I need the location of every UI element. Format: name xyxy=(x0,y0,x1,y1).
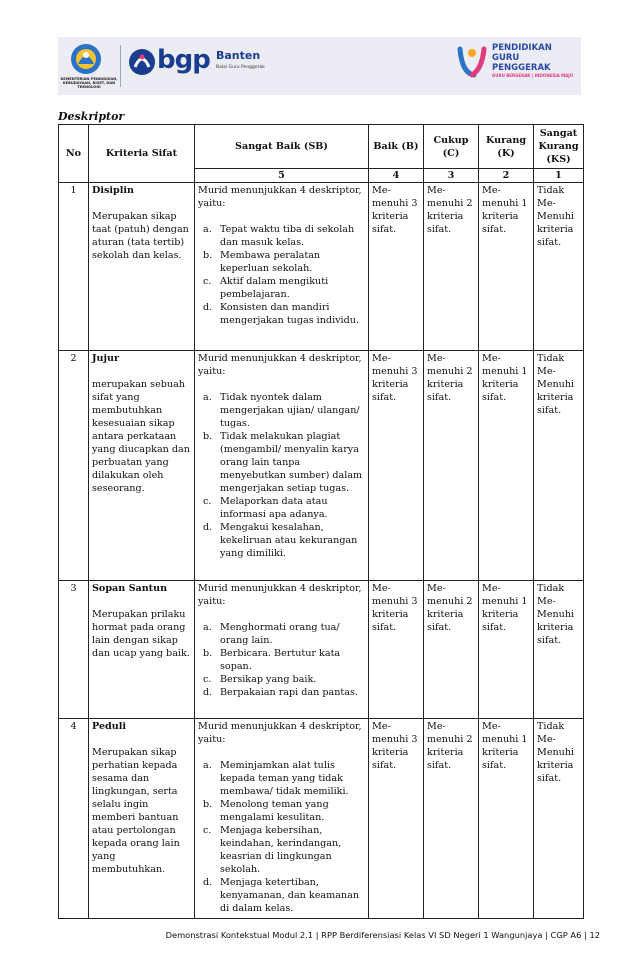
score-cell-b: Me-menuhi 3 kriteria sifat. xyxy=(369,351,424,581)
descriptor-item xyxy=(198,249,365,275)
descriptor-text: Menjaga kebersihan, keindahan, kerindangan, keasrian di lingkungan sekolah. xyxy=(220,825,342,875)
header-k: Kurang (K) xyxy=(479,125,534,169)
descriptor-list xyxy=(198,621,365,699)
score-cell-c: Me-menuhi 2 kriteria sifat. xyxy=(424,581,479,719)
criteria-description: Merupakan sikap perhatian kepada sesama dan lingkungan, serta selalu ingin memberi bantuan atau pertolongan kepada orang lain yang membutuhkan. xyxy=(92,747,180,875)
score-cell-k: Me-menuhi 1 kriteria sifat. xyxy=(479,719,534,919)
descriptor-marker: b. xyxy=(203,648,213,659)
criteria-name: Disiplin xyxy=(92,185,134,196)
descriptor-intro: Murid menunjukkan 4 deskriptor, yaitu: xyxy=(198,353,362,377)
score-cell-ks: Tidak Me-Menuhi kriteria sifat. xyxy=(534,719,584,919)
descriptor-intro: Murid menunjukkan 4 deskriptor, yaitu: xyxy=(198,721,362,745)
descriptor-item xyxy=(198,876,365,915)
header-ks: Sangat Kurang (KS) xyxy=(534,125,584,169)
descriptor-list xyxy=(198,759,365,915)
descriptor-item xyxy=(198,521,365,560)
descriptor-text: Menghormati orang tua/ orang lain. xyxy=(220,622,340,646)
score-cell-k: Me-menuhi 1 kriteria sifat. xyxy=(479,183,534,351)
descriptor-marker: b. xyxy=(203,799,213,810)
score-sb: 5 xyxy=(195,169,369,183)
descriptor-item xyxy=(198,430,365,495)
descriptor-text: Aktif dalam mengikuti pembelajaran. xyxy=(220,276,329,300)
logo-divider xyxy=(120,45,121,87)
bgp-region: Banten xyxy=(216,49,261,62)
score-cell-ks: Tidak Me-Menuhi kriteria sifat. xyxy=(534,183,584,351)
row-number: 1 xyxy=(59,183,89,351)
descriptor-marker: d. xyxy=(203,302,213,313)
score-cell-ks: Tidak Me-Menuhi kriteria sifat. xyxy=(534,581,584,719)
descriptor-list xyxy=(198,223,365,327)
descriptor-item xyxy=(198,223,365,249)
pgp-tagline: GURU BERGERAK | INDONESIA MAJU xyxy=(492,73,573,78)
criteria-name: Jujur xyxy=(92,353,120,364)
criteria-name: Peduli xyxy=(92,721,127,732)
criteria-description: merupakan sebuah sifat yang membutuhkan kesesuaian sikap antara perkataan yang diucapkan dan perbuatan yang dilakukan oleh seseorang. xyxy=(92,379,190,494)
score-c: 3 xyxy=(424,169,479,183)
descriptor-marker: c. xyxy=(203,825,212,836)
descriptor-intro: Murid menunjukkan 4 deskriptor, yaitu: xyxy=(198,583,362,607)
sangat-baik-cell xyxy=(195,581,369,719)
descriptor-marker: c. xyxy=(203,496,212,507)
header-b: Baik (B) xyxy=(369,125,424,169)
descriptor-marker: c. xyxy=(203,674,212,685)
table-row xyxy=(59,351,584,581)
descriptor-item xyxy=(198,647,365,673)
descriptor-text: Berpakaian rapi dan pantas. xyxy=(220,687,358,698)
descriptor-text: Menjaga ketertiban, kenyamanan, dan keamanan di dalam kelas. xyxy=(220,877,359,914)
descriptor-text: Tidak melakukan plagiat (mengambil/ menyalin karya orang lain tanpa menyebutkan sumber) dalam mengerjakan setiap tugas. xyxy=(220,431,363,494)
descriptor-marker: a. xyxy=(203,392,212,403)
row-number: 3 xyxy=(59,581,89,719)
bgp-subtitle: Balai Guru Penggerak xyxy=(216,65,265,70)
score-cell-k: Me-menuhi 1 kriteria sifat. xyxy=(479,351,534,581)
descriptor-item xyxy=(198,391,365,430)
descriptor-marker: b. xyxy=(203,431,213,442)
descriptor-text: Tepat waktu tiba di sekolah dan masuk kelas. xyxy=(220,224,355,248)
section-heading: Deskriptor xyxy=(58,110,125,123)
descriptor-item xyxy=(198,621,365,647)
descriptor-text: Mengakui kesalahan, kekeliruan atau kekurangan yang dimiliki. xyxy=(220,522,358,559)
score-cell-b: Me-menuhi 3 kriteria sifat. xyxy=(369,183,424,351)
score-cell-k: Me-menuhi 1 kriteria sifat. xyxy=(479,581,534,719)
score-cell-c: Me-menuhi 2 kriteria sifat. xyxy=(424,719,479,919)
pgp-line-2: GURU xyxy=(492,53,520,63)
criteria-cell xyxy=(89,581,195,719)
descriptor-text: Meminjamkan alat tulis kepada teman yang tidak membawa/ tidak memiliki. xyxy=(220,760,349,797)
pgp-line-3: PENGGERAK xyxy=(492,63,551,73)
descriptor-text: Menolong teman yang mengalami kesulitan. xyxy=(220,799,329,823)
descriptor-text: Berbicara. Bertutur kata sopan. xyxy=(220,648,341,672)
table-row xyxy=(59,183,584,351)
score-cell-b: Me-menuhi 3 kriteria sifat. xyxy=(369,719,424,919)
score-cell-c: Me-menuhi 2 kriteria sifat. xyxy=(424,183,479,351)
sangat-baik-cell xyxy=(195,351,369,581)
descriptor-item xyxy=(198,673,365,686)
descriptor-item xyxy=(198,275,365,301)
descriptor-list xyxy=(198,391,365,560)
pgp-line-1: PENDIDIKAN xyxy=(492,43,552,53)
score-cell-ks: Tidak Me-Menuhi kriteria sifat. xyxy=(534,351,584,581)
guru-penggerak-logo-icon xyxy=(456,43,488,79)
criteria-name: Sopan Santun xyxy=(92,583,168,594)
header-banner xyxy=(58,37,581,95)
header-no: No xyxy=(59,125,89,183)
descriptor-text: Tidak nyontek dalam mengerjakan ujian/ ulangan/ tugas. xyxy=(220,392,360,429)
sangat-baik-cell xyxy=(195,719,369,919)
bgp-wordmark: bgp xyxy=(157,45,210,75)
descriptor-text: Konsisten dan mandiri mengerjakan tugas individu. xyxy=(220,302,359,326)
table-row xyxy=(59,581,584,719)
descriptor-item xyxy=(198,686,365,699)
descriptor-marker: a. xyxy=(203,622,212,633)
criteria-cell xyxy=(89,351,195,581)
descriptor-item xyxy=(198,759,365,798)
header-kriteria: Kriteria Sifat xyxy=(89,125,195,183)
descriptor-table xyxy=(58,124,584,919)
header-sb: Sangat Baik (SB) xyxy=(195,125,369,169)
score-ks: 1 xyxy=(534,169,584,183)
score-cell-c: Me-menuhi 2 kriteria sifat. xyxy=(424,351,479,581)
descriptor-marker: a. xyxy=(203,224,212,235)
bgp-mark-icon xyxy=(128,47,156,77)
descriptor-item xyxy=(198,824,365,876)
descriptor-text: Bersikap yang baik. xyxy=(220,674,317,685)
descriptor-item xyxy=(198,301,365,327)
row-number: 2 xyxy=(59,351,89,581)
header-c: Cukup (C) xyxy=(424,125,479,169)
page-footer: Demonstrasi Kontekstual Modul 2.1 | RPP Berdiferensiasi Kelas VI SD Negeri 1 Wangunjaya | CGP A6 | 12 xyxy=(165,930,600,940)
score-cell-b: Me-menuhi 3 kriteria sifat. xyxy=(369,581,424,719)
descriptor-marker: c. xyxy=(203,276,212,287)
descriptor-marker: b. xyxy=(203,250,213,261)
table-header-row xyxy=(59,125,584,169)
descriptor-intro: Murid menunjukkan 4 deskriptor, yaitu: xyxy=(198,185,362,209)
table-body xyxy=(59,183,584,919)
tut-wuri-handayani-logo-icon xyxy=(66,42,106,76)
score-b: 4 xyxy=(369,169,424,183)
criteria-description: Merupakan sikap taat (patuh) dengan aturan (tata tertib) sekolah dan kelas. xyxy=(92,211,189,261)
criteria-cell xyxy=(89,183,195,351)
descriptor-marker: a. xyxy=(203,760,212,771)
table-row xyxy=(59,719,584,919)
descriptor-marker: d. xyxy=(203,522,213,533)
criteria-description: Merupakan prilaku hormat pada orang lain dengan sikap dan ucap yang baik. xyxy=(92,609,190,659)
descriptor-marker: d. xyxy=(203,877,213,888)
score-k: 2 xyxy=(479,169,534,183)
descriptor-text: Melaporkan data atau informasi apa adanya. xyxy=(220,496,328,520)
ministry-name: KEMENTERIAN PENDIDIKAN, KEBUDAYAAN, RISET, DAN TEKNOLOGI xyxy=(60,77,118,89)
descriptor-item xyxy=(198,495,365,521)
descriptor-marker: d. xyxy=(203,687,213,698)
criteria-cell xyxy=(89,719,195,919)
row-number: 4 xyxy=(59,719,89,919)
sangat-baik-cell xyxy=(195,183,369,351)
descriptor-text: Membawa peralatan keperluan sekolah. xyxy=(220,250,321,274)
guru-penggerak-wordmark xyxy=(492,43,578,79)
descriptor-item xyxy=(198,798,365,824)
